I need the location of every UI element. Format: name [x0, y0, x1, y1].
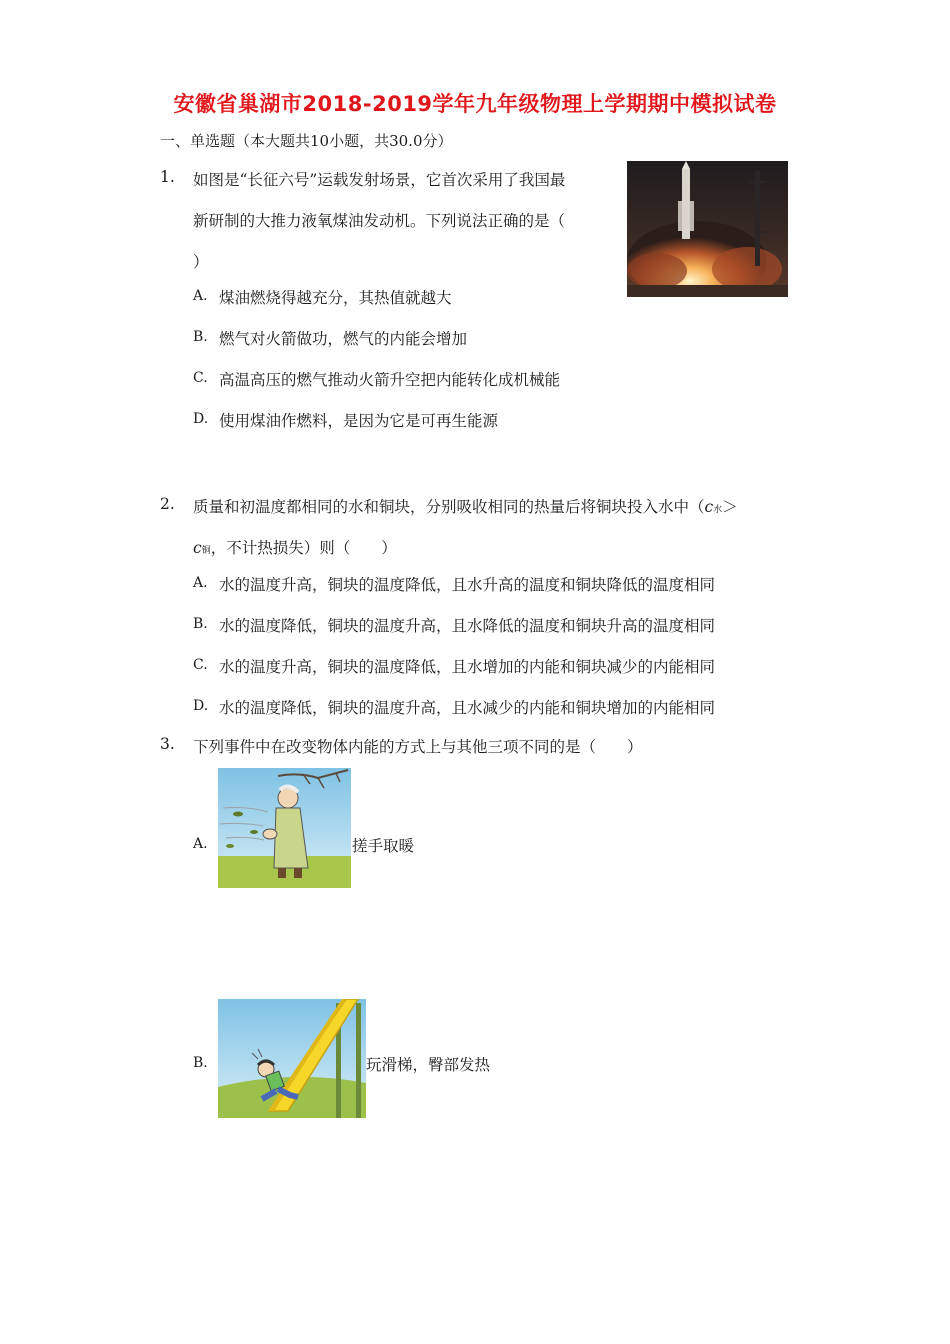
- q1-option-d-text: 使用煤油作燃料，是因为它是可再生能源: [219, 412, 499, 430]
- q2-option-d-text: 水的温度降低，铜块的温度升高，且水减少的内能和铜块增加的内能相同: [219, 699, 716, 717]
- q3-option-b-text: 玩滑梯，臀部发热: [366, 1056, 491, 1074]
- copper-subscript: 铜: [201, 546, 211, 556]
- q3-option-b-letter: B.: [193, 1055, 208, 1071]
- q2-option-c-text: 水的温度升高，铜块的温度降低，且水增加的内能和铜块减少的内能相同: [219, 658, 716, 676]
- q1-option-a-letter: A.: [193, 288, 208, 304]
- rubbing-hands-illustration: [218, 768, 351, 888]
- q1-number: 1.: [160, 168, 175, 186]
- q3-option-a-text: 搓手取暖: [352, 837, 415, 855]
- q1-option-a-text: 煤油燃烧得越充分，其热值就越大: [219, 289, 452, 307]
- q2-option-d-letter: D.: [193, 698, 209, 714]
- q3-stem: 下列事件中在改变物体内能的方式上与其他三项不同的是（ ）: [193, 738, 643, 756]
- q2-option-a-text: 水的温度升高，铜块的温度降低，且水升高的温度和铜块降低的温度相同: [219, 576, 716, 594]
- q1-option-b-text: 燃气对火箭做功，燃气的内能会增加: [219, 330, 468, 348]
- q1-option-c-text: 高温高压的燃气推动火箭升空把内能转化成机械能: [219, 371, 561, 389]
- q1-stem-line1: 如图是“长征六号”运载发射场景，它首次采用了我国最: [193, 171, 566, 189]
- q2-stem-text-2: ，不计热损失）则（ ）: [210, 539, 397, 557]
- q3-option-a-letter: A.: [193, 836, 208, 852]
- water-subscript: 水: [713, 505, 723, 515]
- section-heading: 一、单选题（本大题共10小题，共30.0分）: [160, 132, 453, 150]
- specific-heat-symbol: c: [704, 498, 714, 516]
- q2-number: 2.: [160, 495, 175, 513]
- q1-stem-line3: ）: [193, 253, 209, 271]
- q1-option-d-letter: D.: [193, 411, 209, 427]
- q2-stem-line2: [193, 536, 397, 558]
- specific-heat-symbol-2: c: [193, 539, 202, 557]
- q2-option-a-letter: A.: [193, 575, 208, 591]
- q1-option-b-letter: B.: [193, 329, 208, 345]
- q2-stem-text: 质量和初温度都相同的水和铜块，分别吸收相同的热量后将铜块投入水中（: [193, 498, 705, 516]
- q1-option-c-letter: C.: [193, 370, 208, 386]
- q2-option-b-letter: B.: [193, 616, 208, 632]
- exam-title: 安徽省巢湖市2018-2019学年九年级物理上学期期中模拟试卷: [173, 92, 777, 116]
- slide-illustration: [218, 999, 366, 1118]
- q1-stem-line2: 新研制的大推力液氧煤油发动机。下列说法正确的是（: [193, 212, 566, 230]
- greater-than-sign: ＞: [722, 498, 738, 516]
- q3-number: 3.: [160, 735, 175, 753]
- q2-option-b-text: 水的温度降低，铜块的温度升高，且水降低的温度和铜块升高的温度相同: [219, 617, 716, 635]
- q2-stem-line1: [193, 495, 738, 517]
- q2-option-c-letter: C.: [193, 657, 208, 673]
- rocket-launch-photo: [627, 161, 788, 297]
